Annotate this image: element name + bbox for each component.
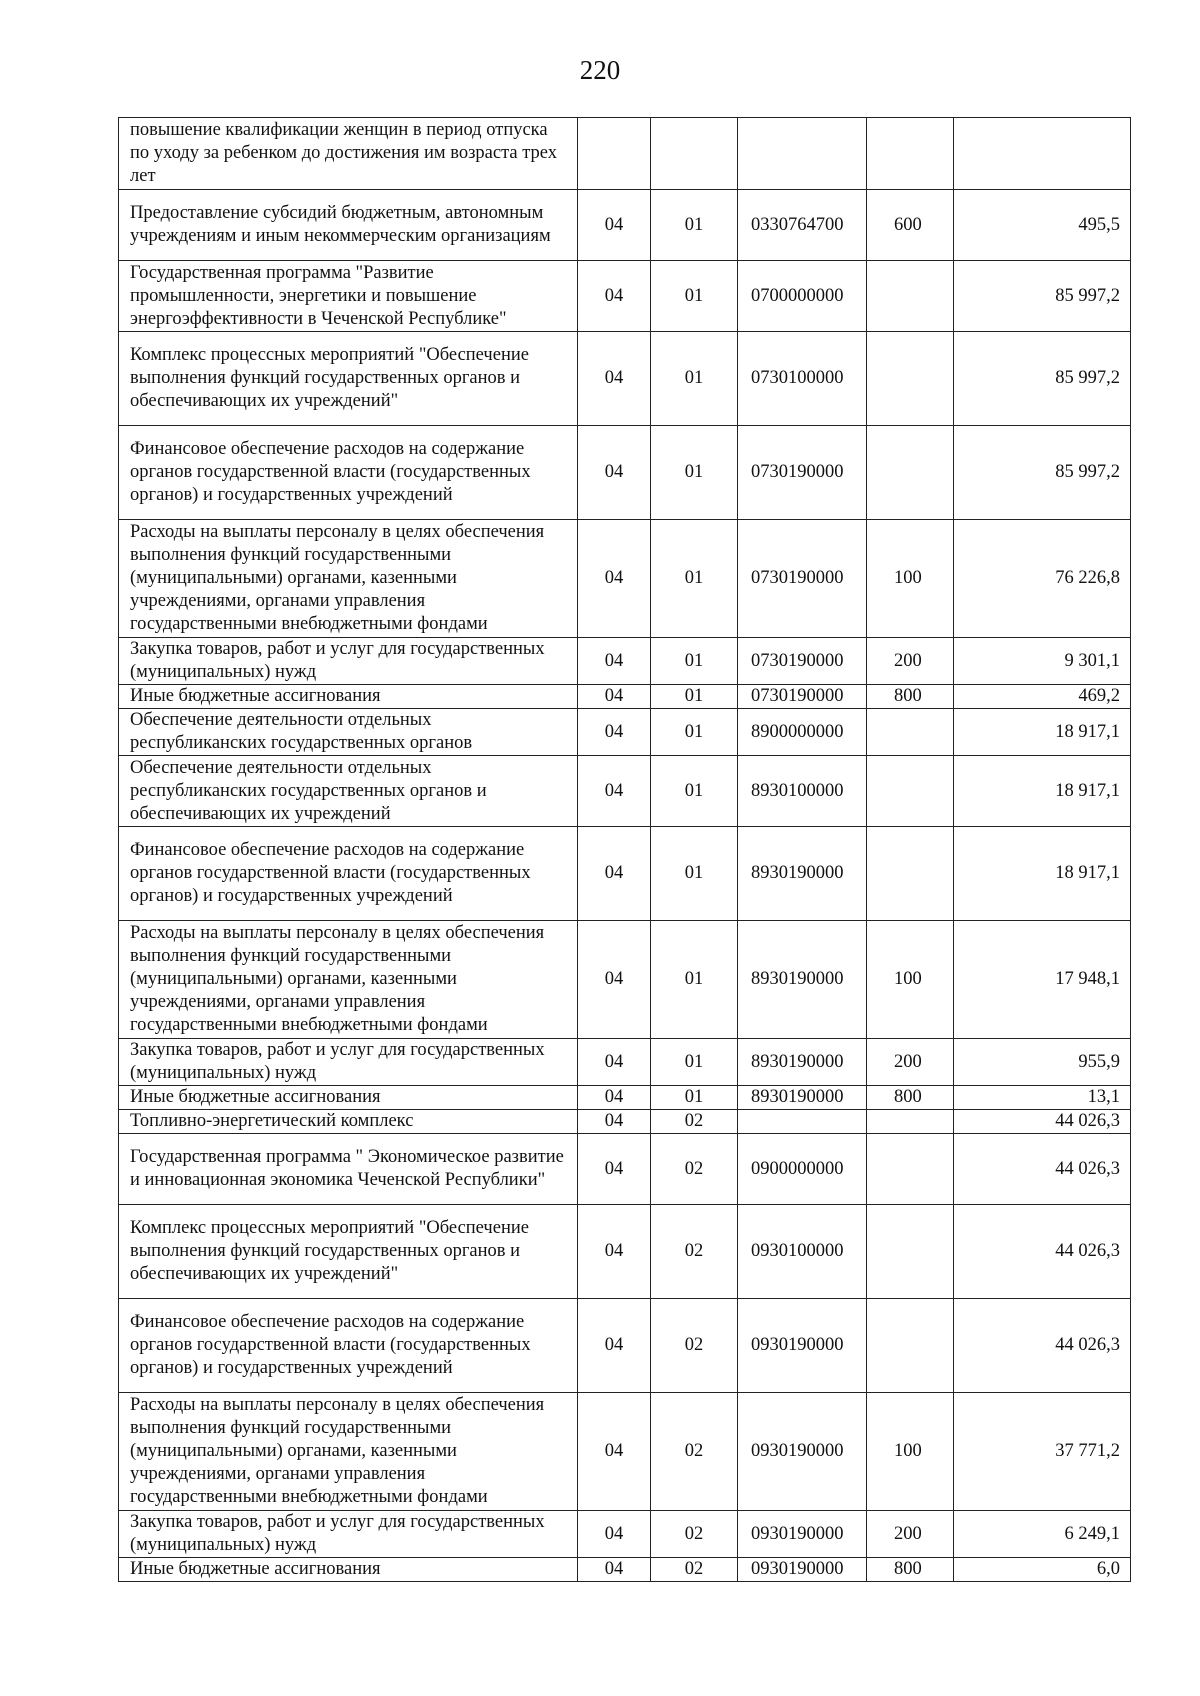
table-row [119,1393,1131,1511]
row-target-code: 0930190000 [738,1299,867,1393]
row-target-code: 0900000000 [738,1134,867,1205]
row-section: 04 [578,709,651,756]
row-name: Комплекс процессных мероприятий "Обеспечение выполнения функций государственных органов и обеспечивающих их учреждений" [119,1205,578,1299]
row-subsection: 01 [651,1086,738,1110]
row-amount: 85 997,2 [954,332,1131,426]
row-subsection: 01 [651,756,738,827]
table-row [119,709,1131,756]
row-section: 04 [578,426,651,520]
row-subsection: 01 [651,709,738,756]
row-amount: 18 917,1 [954,709,1131,756]
row-name: Иные бюджетные ассигнования [119,1086,578,1110]
row-name: Закупка товаров, работ и услуг для государственных (муниципальных) нужд [119,1511,578,1558]
row-name: Государственная программа " Экономическое развитие и инновационная экономика Чеченской Республики" [119,1134,578,1205]
table-row [119,921,1131,1039]
row-section: 04 [578,1511,651,1558]
row-section: 04 [578,685,651,709]
row-target-code: 8900000000 [738,709,867,756]
row-name: Государственная программа "Развитие промышленности, энергетики и повышение энергоэффективности в Чеченской Республике" [119,261,578,332]
row-section: 04 [578,190,651,261]
row-name: Закупка товаров, работ и услуг для государственных (муниципальных) нужд [119,638,578,685]
row-subsection: 02 [651,1558,738,1582]
row-expense-type: 600 [867,190,954,261]
row-target-code: 0730190000 [738,426,867,520]
row-section: 04 [578,1110,651,1134]
row-section: 04 [578,827,651,921]
row-name: Обеспечение деятельности отдельных республиканских государственных органов и обеспечивающих их учреждений [119,756,578,827]
row-section: 04 [578,1134,651,1205]
row-amount: 955,9 [954,1039,1131,1086]
row-expense-type [867,1134,954,1205]
row-target-code: 8930190000 [738,1039,867,1086]
row-subsection: 01 [651,827,738,921]
table-row [119,332,1131,426]
row-subsection: 01 [651,685,738,709]
table-row [119,426,1131,520]
row-expense-type [867,756,954,827]
row-expense-type [867,827,954,921]
row-name: Финансовое обеспечение расходов на содержание органов государственной власти (государственных органов) и государственных учреждений [119,1299,578,1393]
row-target-code: 0930190000 [738,1511,867,1558]
row-target-code: 0930190000 [738,1558,867,1582]
row-target-code: 8930190000 [738,827,867,921]
table-row [119,1134,1131,1205]
row-amount: 44 026,3 [954,1134,1131,1205]
table-row [119,520,1131,638]
row-name: Финансовое обеспечение расходов на содержание органов государственной власти (государственных органов) и государственных учреждений [119,426,578,520]
row-subsection: 01 [651,638,738,685]
row-name: Расходы на выплаты персоналу в целях обеспечения выполнения функций государственными (муниципальными) органами, казенными учреждениями, органами управления государственными внебюджетными фондами [119,520,578,638]
row-subsection: 02 [651,1205,738,1299]
table-row [119,1299,1131,1393]
row-expense-type [867,118,954,190]
row-name: Обеспечение деятельности отдельных республиканских государственных органов [119,709,578,756]
row-amount: 44 026,3 [954,1205,1131,1299]
row-subsection: 01 [651,261,738,332]
row-expense-type: 800 [867,685,954,709]
row-section: 04 [578,332,651,426]
table-row [119,638,1131,685]
row-amount: 13,1 [954,1086,1131,1110]
row-target-code: 0330764700 [738,190,867,261]
row-section: 04 [578,756,651,827]
row-section [578,118,651,190]
row-target-code [738,1110,867,1134]
row-target-code: 0730190000 [738,520,867,638]
budget-table-body [119,118,1131,1582]
row-amount: 495,5 [954,190,1131,261]
row-amount: 37 771,2 [954,1393,1131,1511]
table-row [119,1511,1131,1558]
row-subsection: 01 [651,520,738,638]
table-row [119,118,1131,190]
row-name: Предоставление субсидий бюджетным, автономным учреждениям и иным некоммерческим организациям [119,190,578,261]
row-subsection: 02 [651,1110,738,1134]
row-section: 04 [578,520,651,638]
row-amount: 6,0 [954,1558,1131,1582]
row-section: 04 [578,1039,651,1086]
row-section: 04 [578,921,651,1039]
row-section: 04 [578,1393,651,1511]
row-expense-type: 200 [867,1039,954,1086]
row-section: 04 [578,1299,651,1393]
row-amount: 85 997,2 [954,261,1131,332]
row-expense-type [867,426,954,520]
row-target-code: 0730190000 [738,685,867,709]
row-name: Комплекс процессных мероприятий "Обеспечение выполнения функций государственных органов и обеспечивающих их учреждений" [119,332,578,426]
row-section: 04 [578,638,651,685]
row-subsection: 02 [651,1134,738,1205]
row-target-code [738,118,867,190]
row-name: Закупка товаров, работ и услуг для государственных (муниципальных) нужд [119,1039,578,1086]
row-name: Иные бюджетные ассигнования [119,1558,578,1582]
row-target-code: 0730100000 [738,332,867,426]
table-row [119,1205,1131,1299]
row-amount: 76 226,8 [954,520,1131,638]
row-amount: 18 917,1 [954,756,1131,827]
table-row [119,685,1131,709]
row-target-code: 0700000000 [738,261,867,332]
row-amount: 18 917,1 [954,827,1131,921]
table-row [119,190,1131,261]
row-amount [954,118,1131,190]
row-name: Топливно-энергетический комплекс [119,1110,578,1134]
row-expense-type: 100 [867,921,954,1039]
row-amount: 6 249,1 [954,1511,1131,1558]
row-section: 04 [578,1558,651,1582]
row-target-code: 0930100000 [738,1205,867,1299]
row-expense-type: 100 [867,520,954,638]
row-subsection: 01 [651,190,738,261]
page-number: 220 [579,55,621,85]
table-row [119,1110,1131,1134]
table-row [119,1558,1131,1582]
row-amount: 85 997,2 [954,426,1131,520]
row-expense-type: 800 [867,1086,954,1110]
row-name: Финансовое обеспечение расходов на содержание органов государственной власти (государственных органов) и государственных учреждений [119,827,578,921]
row-subsection: 01 [651,426,738,520]
row-expense-type [867,1110,954,1134]
table-row [119,1086,1131,1110]
row-amount: 17 948,1 [954,921,1131,1039]
row-expense-type: 100 [867,1393,954,1511]
row-name: Иные бюджетные ассигнования [119,685,578,709]
row-expense-type [867,1299,954,1393]
row-section: 04 [578,1205,651,1299]
row-amount: 44 026,3 [954,1299,1131,1393]
row-name: Расходы на выплаты персоналу в целях обеспечения выполнения функций государственными (муниципальными) органами, казенными учреждениями, органами управления государственными внебюджетными фондами [119,1393,578,1511]
budget-table [118,117,1131,1582]
table-row [119,756,1131,827]
row-expense-type: 200 [867,638,954,685]
row-subsection [651,118,738,190]
row-subsection: 02 [651,1299,738,1393]
row-subsection: 02 [651,1511,738,1558]
table-row [119,827,1131,921]
row-subsection: 01 [651,921,738,1039]
row-subsection: 01 [651,332,738,426]
row-target-code: 8930190000 [738,1086,867,1110]
row-amount: 9 301,1 [954,638,1131,685]
row-name: повышение квалификации женщин в период отпуска по уходу за ребенком до достижения им возраста трех лет [119,118,578,190]
row-section: 04 [578,1086,651,1110]
row-name: Расходы на выплаты персоналу в целях обеспечения выполнения функций государственными (муниципальными) органами, казенными учреждениями, органами управления государственными внебюджетными фондами [119,921,578,1039]
row-target-code: 8930100000 [738,756,867,827]
row-expense-type: 800 [867,1558,954,1582]
row-subsection: 01 [651,1039,738,1086]
row-subsection: 02 [651,1393,738,1511]
table-row [119,1039,1131,1086]
table-row [119,261,1131,332]
row-expense-type [867,261,954,332]
row-expense-type: 200 [867,1511,954,1558]
row-expense-type [867,1205,954,1299]
row-expense-type [867,709,954,756]
row-target-code: 0730190000 [738,638,867,685]
row-target-code: 0930190000 [738,1393,867,1511]
row-amount: 469,2 [954,685,1131,709]
row-expense-type [867,332,954,426]
row-target-code: 8930190000 [738,921,867,1039]
row-amount: 44 026,3 [954,1110,1131,1134]
row-section: 04 [578,261,651,332]
